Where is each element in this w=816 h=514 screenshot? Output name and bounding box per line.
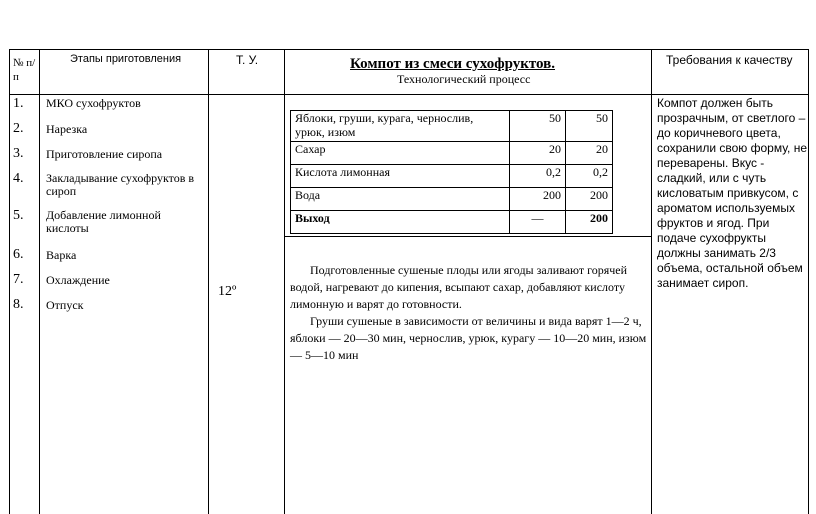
- table-header-divider: [9, 94, 809, 95]
- table-border-top: [9, 49, 809, 50]
- table-row: [291, 111, 613, 142]
- header-stages: Этапы приготовления: [70, 53, 182, 65]
- step-label: Охлаждение: [46, 273, 110, 287]
- table-row: [291, 142, 613, 165]
- step-number: 3.: [13, 146, 24, 161]
- ingredient-gross: 0,2: [510, 165, 566, 188]
- process-divider: [284, 236, 651, 237]
- ingredient-gross: 20: [510, 142, 566, 165]
- quality-requirements: Компот должен быть прозрачным, от светлого – до коричневого цвета, сохранили свою форму, не переварены. Вкус - сладкий, или с чуть кисловатым привкусом, с ароматом используемых фруктов и ягод. При подаче сухофрукты должны занимать 2/3 объема, остальной объем занимает сироп.: [657, 96, 808, 290]
- step-label: Добавление лимонной кислоты: [46, 208, 161, 235]
- col-line-3: [284, 49, 285, 514]
- ingredient-net: 50: [566, 111, 613, 142]
- ingredient-net: 20: [566, 142, 613, 165]
- ingredient-name: Яблоки, груши, курага, чернослив, урюк, изюм: [291, 111, 510, 142]
- step-number: 4.: [13, 171, 24, 186]
- recipe-subtitle: Технологический процесс: [397, 72, 531, 86]
- yield-net: 200: [566, 211, 613, 234]
- ingredient-gross: 50: [510, 111, 566, 142]
- table-row: [291, 211, 613, 234]
- ingredients-table: [290, 110, 613, 234]
- step-number: 6.: [13, 247, 24, 262]
- step-label: Приготовление сиропа: [46, 147, 163, 161]
- header-tu: Т. У.: [236, 53, 259, 67]
- ingredient-gross: 200: [510, 188, 566, 211]
- step-label: Варка: [46, 248, 77, 262]
- step-label: Закладывание сухофруктов в сироп: [46, 171, 195, 198]
- step-number: 5.: [13, 208, 24, 223]
- step-number: 7.: [13, 272, 24, 287]
- table-row: [291, 188, 613, 211]
- col-line-2: [208, 49, 209, 514]
- process-description: [290, 262, 648, 364]
- col-line-5: [808, 49, 809, 514]
- step-label: МКО сухофруктов: [46, 96, 141, 110]
- temperature-value: 12º: [218, 284, 237, 299]
- step-number: 8.: [13, 297, 24, 312]
- process-paragraph: Груши сушеные в зависимости от величины и вида варят 1—2 ч, яблоки — 20—30 мин, чернослив, урюк, курагу — 10—20 мин, изюм — 5—10 мин: [290, 314, 647, 362]
- ingredient-name: Вода: [291, 188, 510, 211]
- col-line-1: [39, 49, 40, 514]
- col-line-0: [9, 49, 10, 514]
- step-number: 2.: [13, 121, 24, 136]
- header-quality: Требования к качеству: [666, 53, 793, 67]
- ingredient-net: 0,2: [566, 165, 613, 188]
- ingredient-name: Кислота лимонная: [291, 165, 510, 188]
- col-line-4: [651, 49, 652, 514]
- step-label: Нарезка: [46, 122, 88, 136]
- table-row: [291, 165, 613, 188]
- ingredient-net: 200: [566, 188, 613, 211]
- yield-label: Выход: [291, 211, 510, 234]
- yield-gross: —: [510, 211, 566, 234]
- step-number: 1.: [13, 96, 24, 111]
- ingredient-name: Сахар: [291, 142, 510, 165]
- header-num: № п/п: [13, 57, 36, 83]
- recipe-title: Компот из смеси сухофруктов.: [350, 56, 556, 72]
- process-paragraph: Подготовленные сушеные плоды или ягоды заливают горячей водой, нагревают до кипения, всыпают сахар, добавляют кислоту лимонную и варят до готовности.: [290, 263, 627, 311]
- step-label: Отпуск: [46, 298, 84, 312]
